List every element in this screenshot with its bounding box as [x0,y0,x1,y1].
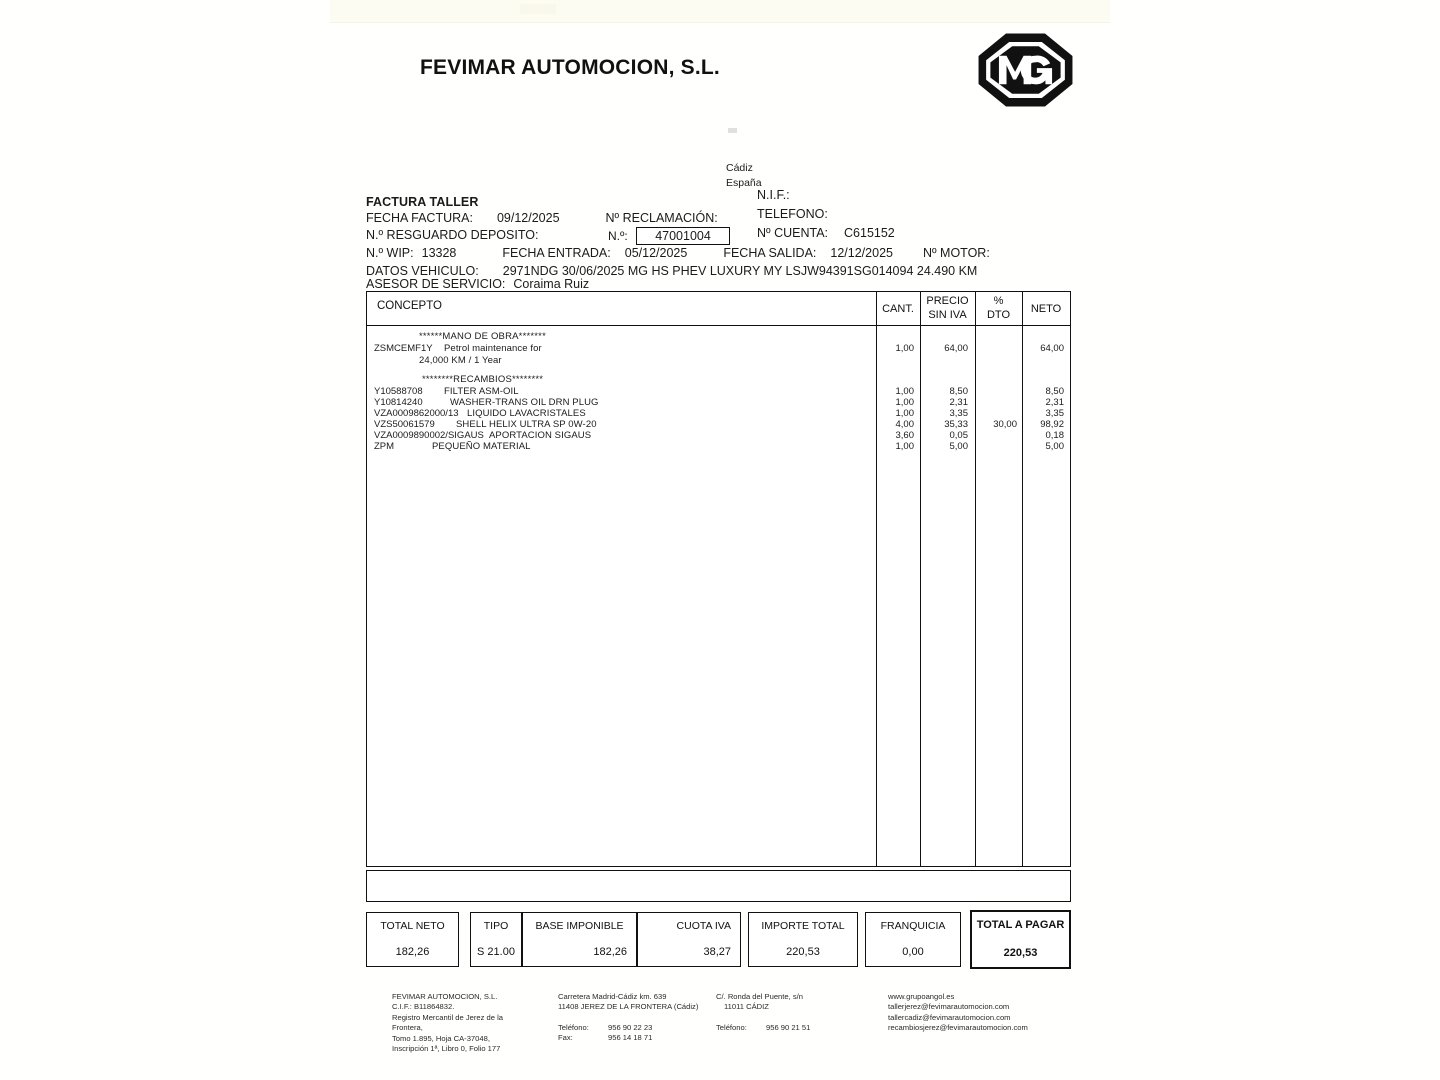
datos-vehiculo-row [366,264,977,278]
cuenta-label: Nº CUENTA: [757,226,829,240]
item-neto: 2,31 [1045,397,1064,408]
item-precio: 2,31 [949,397,968,408]
item-description-line2: 24,000 KM / 1 Year [419,355,502,366]
footer-company-name: FEVIMAR AUTOMOCION, S.L. [392,992,498,1001]
item-cantidad: 3,60 [895,430,914,441]
asesor-label: ASESOR DE SERVICIO: [366,277,506,291]
item-cantidad: 1,00 [895,397,914,408]
footer-email-tallerjerez[interactable]: tallerjerez@fevimarautomocion.com [888,1002,1010,1012]
item-description: PEQUEÑO MATERIAL [432,441,531,452]
resguardo-label: N.º RESGUARDO DEPOSITO: [366,228,539,242]
reclamacion-label: Nº RECLAMACIÓN: [605,211,718,225]
total-a-pagar-label: TOTAL A PAGAR [976,919,1065,931]
footer-cadiz-city: 11011 CÁDIZ [724,1002,769,1012]
company-title: FEVIMAR AUTOMOCION, S.L. [420,56,720,79]
header-descuento [975,295,1022,322]
numero-label: N.º: [608,229,628,243]
section-title-mano-de-obra: ******MANO DE OBRA******* [419,331,546,342]
item-description: LIQUIDO LAVACRISTALES [467,408,586,419]
importe-total-label: IMPORTE TOTAL [761,920,845,932]
item-code: ZPM [374,441,395,452]
table-bottom-strip [366,870,1071,902]
item-cantidad: 1,00 [895,343,914,354]
item-precio: 3,35 [949,408,968,419]
footer-address-jerez [558,992,723,1044]
item-neto: 8,50 [1045,386,1064,397]
tipo-box [470,912,522,967]
base-imponible-label: BASE IMPONIBLE [535,920,624,932]
footer-cadiz-tel-label: Teléfono: [716,1022,747,1032]
nif-row [757,188,798,202]
footer-registro-1: Registro Mercantil de Jerez de la [392,1012,504,1022]
item-description: SHELL HELIX ULTRA SP 0W-20 [456,419,597,430]
franquicia-value: 0,00 [902,946,924,958]
item-cantidad: 1,00 [895,386,914,397]
fecha-factura-row [366,211,726,225]
footer-jerez-fax [558,1033,723,1043]
item-code: Y10814240 [374,397,423,408]
footer-registro-2: Frontera, [392,1023,423,1033]
numero-value-box: 47001004 [636,227,730,245]
cuenta-row [757,226,895,240]
item-description: Petrol maintenance for [444,343,542,354]
total-a-pagar-value: 220,53 [1003,947,1038,959]
items-body [367,326,1070,866]
footer-inscripcion: Inscripción 1ª, Libro 0, Folio 177 [392,1044,501,1054]
telefono-label: TELEFONO: [757,207,828,221]
item-neto: 3,35 [1045,408,1064,419]
header-dto-line1: % [993,295,1004,307]
item-description: WASHER-TRANS OIL DRN PLUG [450,397,599,408]
total-a-pagar-box [970,910,1071,969]
footer-contact-links [888,992,1073,1034]
item-cantidad: 1,00 [895,441,914,452]
footer-email-tallercadiz[interactable]: tallercadiz@fevimarautomocion.com [888,1012,1011,1022]
item-precio: 0,05 [949,430,968,441]
importe-total-value: 220,53 [786,946,820,958]
asesor-row [366,277,589,291]
resguardo-row [366,228,546,242]
franquicia-box [865,912,961,967]
fecha-factura-value: 09/12/2025 [496,211,560,225]
cuota-iva-label: CUOTA IVA [676,920,731,932]
scan-artifact-band [330,0,1110,23]
header-concepto: CONCEPTO [377,300,442,312]
footer-tomo: Tomo 1.895, Hoja CA-37048, [392,1033,490,1043]
item-code: Y10588708 [374,386,423,397]
footer-jerez-street: Carretera Madrid-Cádiz km. 639 [558,992,667,1001]
item-cantidad: 1,00 [895,408,914,419]
tipo-label: TIPO [483,920,509,932]
item-neto: 0,18 [1045,430,1064,441]
company-country: España [726,177,762,189]
wip-label: N.º WIP: [366,246,414,260]
item-neto: 98,92 [1040,419,1064,430]
item-precio: 35,33 [944,419,968,430]
item-precio: 8,50 [949,386,968,397]
fecha-entrada-value: 05/12/2025 [624,246,688,260]
footer-cadiz-tel-value: 956 90 21 51 [766,1022,811,1032]
item-neto: 64,00 [1040,343,1064,354]
header-precio-line2: SIN IVA [928,308,967,321]
footer-cadiz-street: C/. Ronda del Puente, s/n [716,992,803,1001]
base-imponible-value: 182,26 [593,946,627,958]
nif-label: N.I.F.: [757,188,790,202]
tipo-value: S 21.00 [477,946,515,958]
header-neto: NETO [1030,303,1062,315]
telefono-row [757,207,836,221]
footer-jerez-fax-value: 956 14 18 71 [608,1033,653,1043]
footer-jerez-tel [558,1023,723,1033]
scan-artifact-fleck [728,128,737,133]
total-neto-label: TOTAL NETO [380,920,445,932]
item-code: ZSMCEMF1Y [374,343,433,354]
footer-company-info [392,992,552,1054]
item-descuento: 30,00 [993,419,1017,430]
wip-value: 13328 [421,246,457,260]
cuenta-value: C615152 [844,226,895,240]
cuota-iva-box [637,912,741,967]
header-precio-line1: PRECIO [926,295,969,307]
item-description: FILTER ASM-OIL [444,386,519,397]
datos-vehiculo-label: DATOS VEHICULO: [366,264,479,278]
footer-cif: C.I.F.: B11864832. [392,1002,455,1012]
scan-artifact-smudge [520,4,556,14]
document-type-title: FACTURA TALLER [366,195,479,209]
footer-jerez-fax-label: Fax: [558,1033,573,1043]
company-city: Cádiz [726,162,753,174]
fecha-salida-value: 12/12/2025 [830,246,893,260]
items-table [366,291,1071,867]
cuota-iva-value: 38,27 [703,946,731,958]
item-precio: 64,00 [944,343,968,354]
header-dto-line2: DTO [986,308,1011,321]
header-precio [920,295,975,322]
motor-label: Nº MOTOR: [922,246,990,260]
footer-jerez-tel-label: Teléfono: [558,1022,589,1032]
mg-logo-icon [977,33,1074,107]
footer-jerez-city: 11408 JEREZ DE LA FRONTERA (Cádiz) [558,1002,699,1012]
fecha-entrada-label: FECHA ENTRADA: [502,246,611,260]
item-precio: 5,00 [949,441,968,452]
fecha-salida-label: FECHA SALIDA: [723,246,817,260]
item-cantidad: 4,00 [895,419,914,430]
base-imponible-box [522,912,637,967]
datos-vehiculo-value: 2971NDG 30/06/2025 MG HS PHEV LUXURY MY LSJW94391SG014094 24.490 KM [502,264,978,278]
company-location-block [726,161,762,191]
item-code: VZA0009890002/SIGAUS [374,430,484,441]
franquicia-label: FRANQUICIA [880,920,946,932]
item-code: VZS50061579 [374,419,435,430]
footer-jerez-tel-value: 956 90 22 23 [608,1022,653,1032]
header-cantidad: CANT. [882,303,914,315]
fecha-factura-label: FECHA FACTURA: [366,211,473,225]
footer-website[interactable]: www.grupoangol.es [888,992,955,1001]
footer-email-recambiosjerez[interactable]: recambiosjerez@fevimarautomocion.com [888,1023,1028,1033]
item-neto: 5,00 [1045,441,1064,452]
footer-address-cadiz [716,992,881,1033]
importe-total-box [748,912,858,967]
item-description: APORTACION SIGAUS [489,430,592,441]
footer-cadiz-tel [716,1023,881,1033]
total-neto-box [366,912,459,967]
wip-fechas-row [366,246,998,260]
section-title-recambios: ********RECAMBIOS******** [422,374,544,385]
item-code: VZA0009862000/13 [374,408,459,419]
total-neto-value: 182,26 [395,946,430,958]
asesor-value: Coraima Ruiz [513,277,590,291]
